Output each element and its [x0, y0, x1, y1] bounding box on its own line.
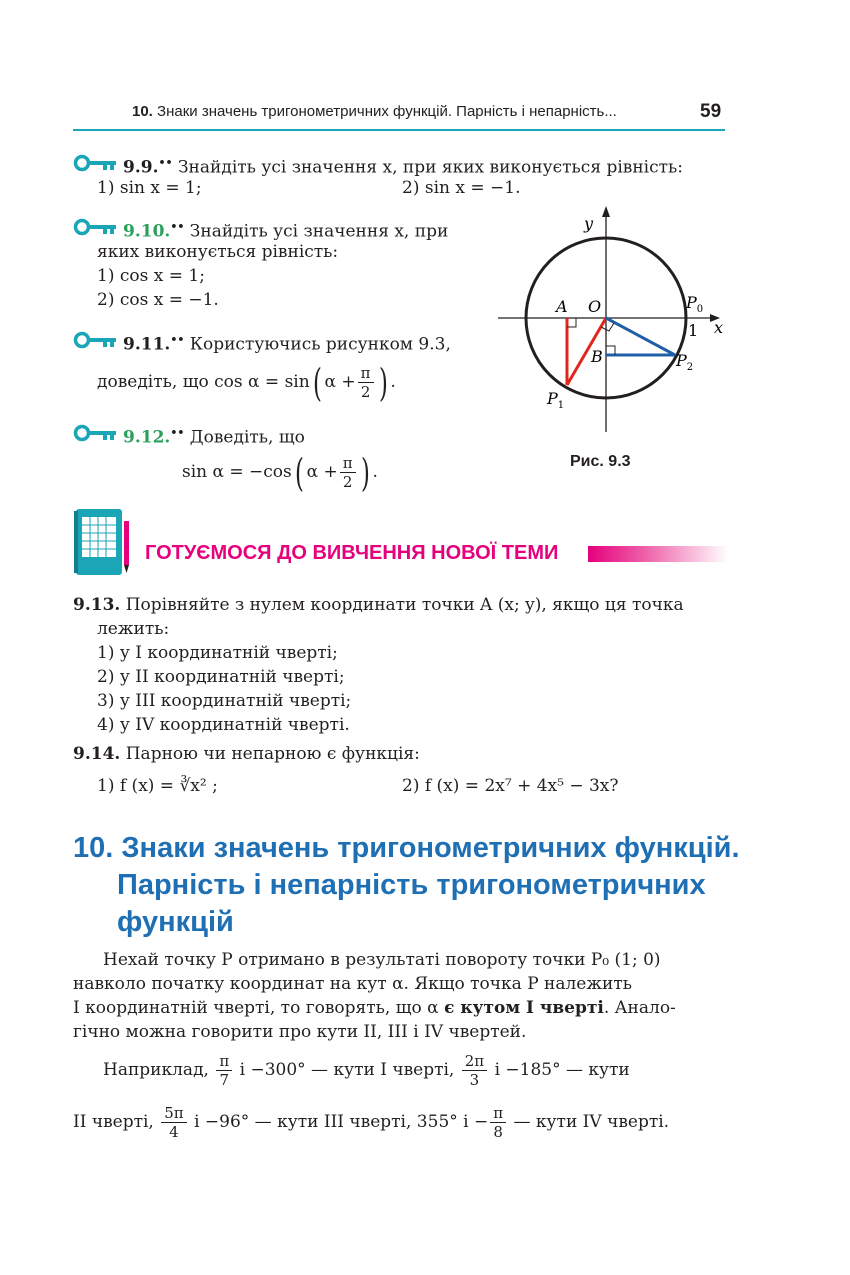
formula-prefix: sin α = −cos	[182, 462, 292, 482]
key-icon	[73, 423, 117, 443]
exercise-9-14-item-2: 2) f (x) = 2x⁷ + 4x⁵ − 3x?	[402, 776, 619, 796]
exercise-text: Знайдіть усі значення x, при	[189, 221, 449, 242]
paragraph-1-line-2: навколо початку координат на кут α. Якщо точка P належить	[73, 974, 632, 994]
exercise-9-9: 9.9.•• Знайдіть усі значення x, при яких виконується рівність:	[123, 156, 684, 178]
radius-op2	[606, 318, 675, 355]
exercise-9-10: 9.10.•• Знайдіть усі значення x, при	[123, 220, 449, 242]
label-y: y	[584, 214, 594, 233]
exercise-number: 9.12.	[123, 427, 171, 448]
key-icon	[73, 153, 117, 173]
label-a: A	[556, 297, 568, 316]
fraction-pi-over-7: $\frac{\pi}{7}$	[216, 1052, 232, 1089]
exercise-number: 9.10.	[123, 221, 171, 242]
exercise-number: 9.14.	[73, 744, 121, 764]
label-p1: $P_1$	[547, 389, 565, 411]
label-b: B	[591, 347, 603, 366]
notebook-icon	[72, 507, 136, 581]
exercise-9-13-line-2: лежить:	[97, 619, 170, 639]
fraction-pi-over-8: $\frac{\pi}{8}$	[490, 1104, 506, 1141]
fraction-2pi-over-3: $\frac{2\pi}{3}$	[462, 1052, 487, 1089]
fraction-pi-over-2: $\frac{\pi}{2}$	[358, 364, 374, 401]
exercise-9-10-line-2: яких виконується рівність:	[97, 242, 339, 262]
exercise-9-13-item: 4) у IV координатній чверті.	[97, 715, 350, 735]
section-number: 10.	[73, 832, 114, 864]
exercise-9-9-item-1: 1) sin x = 1;	[97, 178, 202, 198]
exercise-text: Знайдіть усі значення x, при яких виконується рівність:	[177, 157, 684, 178]
running-header-number: 10.	[132, 103, 153, 120]
label-p0: $P_0$	[686, 293, 704, 315]
exercise-text: Доведіть, що	[189, 427, 305, 448]
label-o: O	[588, 297, 602, 316]
key-icon	[73, 217, 117, 237]
banner-title: ГОТУЄМОСЯ ДО ВИВЧЕННЯ НОВОЇ ТЕМИ	[145, 542, 559, 564]
exercise-9-12-formula: sin α = −cos( α + $\frac{\pi}{2}$ ) .	[182, 450, 378, 495]
y-axis-arrow-icon	[602, 206, 610, 217]
paragraph-2-line-2: II чверті, $\frac{5\pi}{4}$ і −96° — кути III чверті, 355° і − $\frac{\pi}{8}$ — кути IV чверті.	[73, 1104, 670, 1141]
label-one: 1	[688, 321, 699, 340]
exercise-9-14-item-1: 1) f (x) = ∛x² ;	[97, 776, 218, 796]
running-header-title	[132, 103, 617, 120]
section-title-line-1: Знаки значень тригонометричних функцій.	[121, 832, 740, 864]
exercise-9-14	[73, 742, 420, 766]
label-x: x	[714, 318, 724, 337]
unit-circle-figure	[488, 200, 733, 445]
exercise-text: Порівняйте з нулем координати точки A (x; y), якщо ця точка	[125, 595, 684, 615]
page-number: 59	[700, 101, 722, 122]
figure-caption: Рис. 9.3	[570, 453, 631, 470]
paragraph-1-line-4: гічно можна говорити про кути II, III і IV чвертей.	[73, 1022, 527, 1042]
exercise-9-12: 9.12.•• Доведіть, що	[123, 426, 305, 448]
paragraph-1-line-3: I координатній чверті, то говорять, що α є кутом I чверті. Анало-	[73, 998, 676, 1018]
paragraph-2-line-1: Наприклад, $\frac{\pi}{7}$ і −300° — кути I чверті, $\frac{2\pi}{3}$ і −185° — кути	[103, 1052, 630, 1089]
formula-term: α +	[306, 462, 338, 482]
formula-prefix: доведіть, що cos α = sin	[97, 372, 310, 392]
exercise-9-9-item-2: 2) sin x = −1.	[402, 178, 521, 198]
running-header-text: Знаки значень тригонометричних функцій. Парність і непарність...	[157, 103, 617, 120]
exercise-text: Користуючись рисунком 9.3,	[189, 334, 451, 355]
label-p2: $P_2$	[676, 351, 694, 373]
exercise-9-10-item-2: 2) cos x = −1.	[97, 290, 219, 310]
section-title-line-3: функцій	[117, 906, 234, 938]
formula-term: α +	[324, 372, 356, 392]
section-title	[73, 830, 740, 867]
exercise-9-13-item: 2) у II координатній чверті;	[97, 667, 345, 687]
exercise-number: 9.9.	[123, 157, 159, 178]
section-title-line-2: Парність і непарність тригонометричних	[117, 869, 706, 901]
exercise-9-13	[73, 593, 684, 617]
key-icon	[73, 330, 117, 350]
header-divider	[73, 129, 725, 131]
exercise-number: 9.11.	[123, 334, 171, 355]
term-first-quarter-angle: є кутом I чверті	[444, 998, 604, 1018]
exercise-text: Парною чи непарною є функція:	[125, 744, 420, 764]
paragraph-1-line-1: Нехай точку P отримано в результаті повороту точки P₀ (1; 0)	[103, 950, 661, 970]
exercise-9-11: 9.11.•• Користуючись рисунком 9.3,	[123, 333, 451, 355]
fraction-pi-over-2: $\frac{\pi}{2}$	[340, 454, 356, 491]
fraction-5pi-over-4: $\frac{5\pi}{4}$	[161, 1104, 186, 1141]
exercise-9-13-item: 3) у III координатній чверті;	[97, 691, 352, 711]
exercise-9-10-item-1: 1) cos x = 1;	[97, 266, 205, 286]
exercise-9-13-item: 1) у I координатній чверті;	[97, 643, 338, 663]
exercise-number: 9.13.	[73, 595, 121, 615]
banner-gradient-bar	[588, 546, 728, 562]
exercise-9-11-formula: доведіть, що cos α = sin( α + $\frac{\pi}{2}$ ) .	[97, 360, 396, 405]
